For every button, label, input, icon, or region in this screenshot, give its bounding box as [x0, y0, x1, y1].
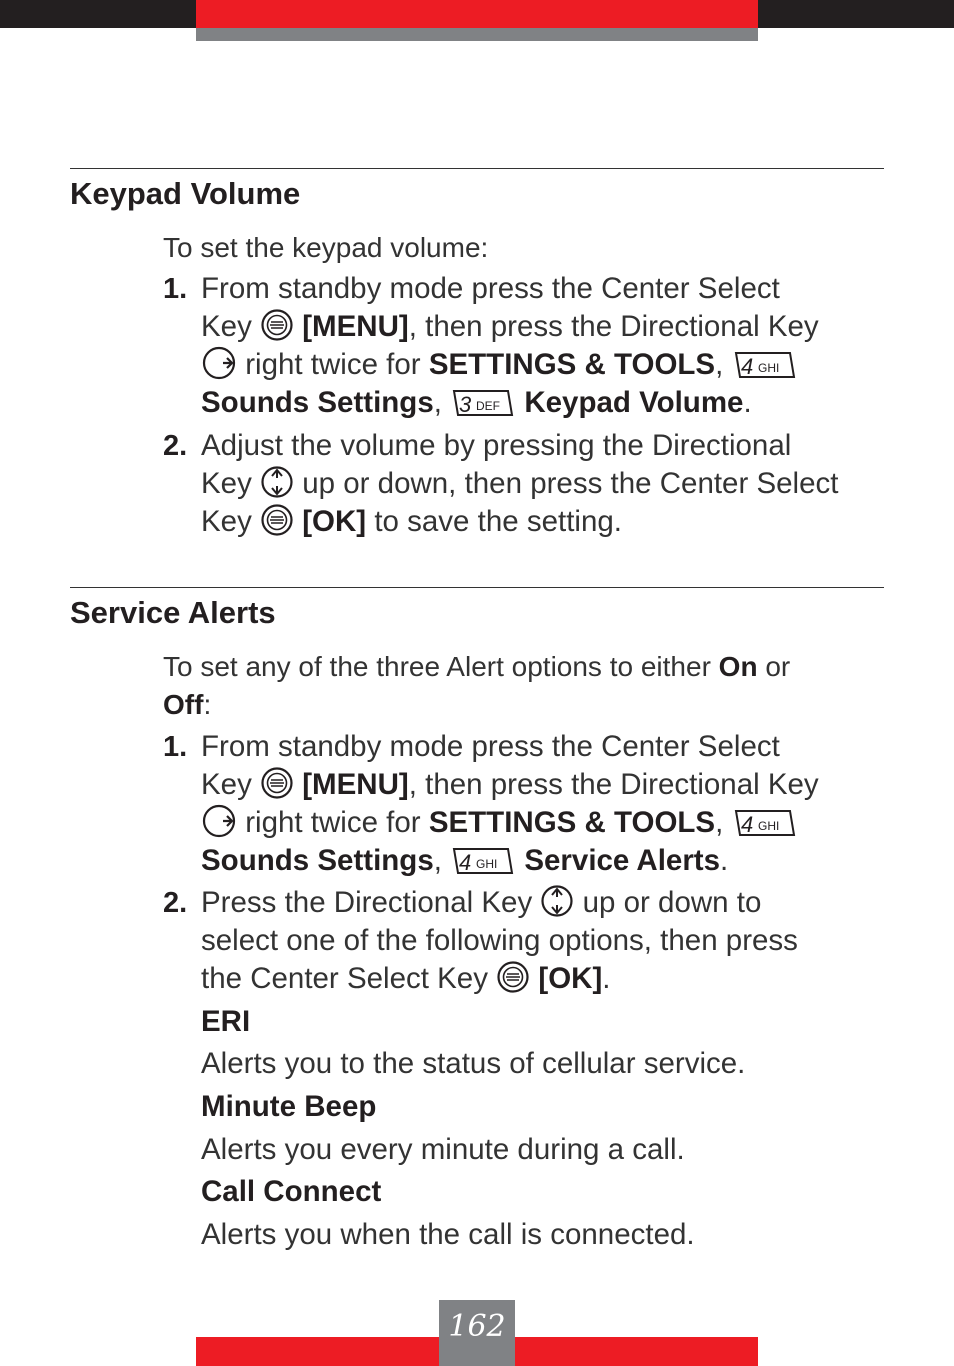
- step-text: Sounds Settings, 3 DEF Keypad Volume.: [201, 386, 752, 419]
- step-text: Key [OK] to save the setting.: [201, 505, 622, 538]
- option-name-eri: ERI: [201, 1005, 251, 1038]
- key-3def-icon: [450, 388, 516, 418]
- directional-right-key-icon: [201, 346, 237, 380]
- step-text: the Center Select Key [OK].: [201, 962, 611, 995]
- section-title-keypad-volume: Keypad Volume: [70, 176, 301, 211]
- directional-right-key-icon: [201, 804, 237, 838]
- step-number: 2.: [163, 887, 188, 919]
- svg-text:DEF: DEF: [476, 399, 501, 413]
- center-select-key-icon: [260, 308, 294, 342]
- svg-text:GHI: GHI: [757, 819, 779, 833]
- directional-up-down-key-icon: [540, 884, 574, 918]
- step-text: Press the Directional Key up or down to: [201, 886, 762, 919]
- header-accent-gray: [196, 28, 758, 41]
- key-4ghi-icon: [732, 808, 798, 838]
- svg-text:GHI: GHI: [476, 857, 498, 871]
- option-name-minute-beep: Minute Beep: [201, 1090, 377, 1123]
- key-4ghi-icon: [732, 350, 798, 380]
- step-text: right twice for SETTINGS & TOOLS, 4 GHI: [201, 804, 798, 842]
- step-text: Adjust the volume by pressing the Directional: [201, 429, 792, 462]
- key-4ghi-icon: [450, 846, 516, 876]
- step-text: From standby mode press the Center Select: [201, 730, 780, 763]
- option-name-call-connect: Call Connect: [201, 1175, 382, 1208]
- svg-text:3: 3: [459, 392, 472, 417]
- section-title-service-alerts: Service Alerts: [70, 595, 276, 630]
- step-number: 1.: [163, 273, 188, 305]
- section-divider: [70, 587, 884, 588]
- step-number: 1.: [163, 731, 188, 763]
- step-text: right twice for SETTINGS & TOOLS, 4 GHI: [201, 346, 798, 384]
- step-text: Key up or down, then press the Center Select: [201, 467, 839, 500]
- step-text: Key [MENU], then press the Directional Key: [201, 768, 819, 801]
- step-number: 2.: [163, 430, 188, 462]
- svg-text:4: 4: [740, 812, 753, 837]
- center-select-key-icon: [260, 503, 294, 537]
- keypad-intro: To set the keypad volume:: [163, 232, 489, 263]
- page-number: 162: [439, 1300, 515, 1366]
- step-text: select one of the following options, then press: [201, 924, 798, 957]
- option-description: Alerts you when the call is connected.: [201, 1218, 695, 1251]
- service-intro: To set any of the three Alert options to either On or Off:: [163, 651, 791, 720]
- step-text: Key [MENU], then press the Directional Key: [201, 310, 819, 343]
- svg-text:4: 4: [459, 850, 472, 875]
- header-accent-red: [196, 0, 758, 28]
- step-text: From standby mode press the Center Select: [201, 272, 780, 305]
- directional-up-down-key-icon: [260, 465, 294, 499]
- svg-text:4: 4: [740, 354, 753, 379]
- option-description: Alerts you every minute during a call.: [201, 1133, 685, 1166]
- section-divider: [70, 168, 884, 169]
- center-select-key-icon: [496, 960, 530, 994]
- step-text: Sounds Settings, 4 GHI Service Alerts.: [201, 844, 729, 877]
- svg-text:GHI: GHI: [757, 361, 779, 375]
- option-description: Alerts you to the status of cellular service.: [201, 1047, 746, 1080]
- center-select-key-icon: [260, 766, 294, 800]
